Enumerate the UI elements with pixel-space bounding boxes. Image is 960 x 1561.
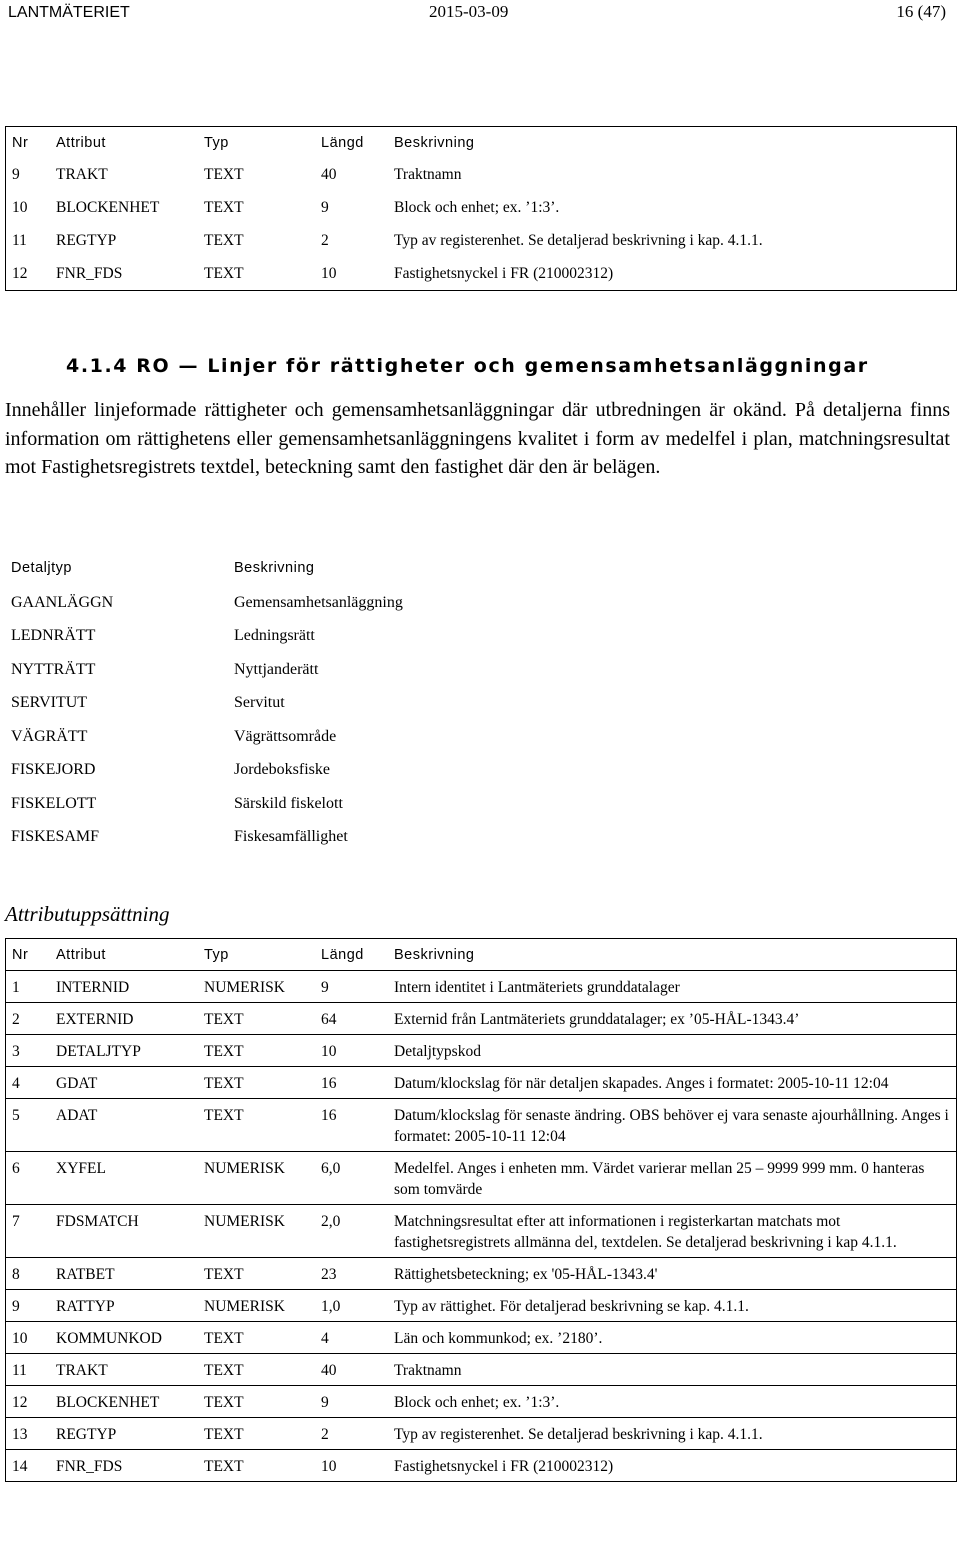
table-cell: NUMERISK: [198, 971, 315, 1003]
column-header: Typ: [198, 939, 315, 971]
table-cell: TEXT: [198, 1003, 315, 1035]
table-cell: Typ av registerenhet. Se detaljerad beskrivning i kap. 4.1.1.: [388, 1418, 957, 1450]
table-cell: Detaljtypskod: [388, 1035, 957, 1067]
table-row: [6, 1290, 957, 1322]
table-cell: Block och enhet; ex. ’1:3’.: [394, 199, 560, 216]
column-header: Beskrivning: [234, 560, 315, 576]
table-cell: TRAKT: [50, 1354, 198, 1386]
table-cell: 9: [315, 1386, 388, 1418]
table-cell: REGTYP: [56, 232, 117, 249]
detail-type-description: Vägrättsområde: [234, 727, 337, 745]
table-cell: REGTYP: [50, 1418, 198, 1450]
column-header: Nr: [6, 127, 51, 159]
table-header-row: [6, 127, 957, 159]
attribute-table: [5, 938, 957, 1482]
table-cell: 11: [6, 1354, 51, 1386]
table-cell: NUMERISK: [198, 1290, 315, 1322]
table-cell: 6: [6, 1152, 51, 1205]
table-cell: FNR_FDS: [50, 1450, 198, 1482]
table-row: [6, 1354, 957, 1386]
table-cell: 2: [321, 232, 329, 249]
table-cell: TEXT: [198, 1354, 315, 1386]
table-cell: INTERNID: [50, 971, 198, 1003]
table-cell: 11: [12, 232, 27, 249]
table-cell: Externid från Lantmäteriets grunddatalager; ex ’05-HÅL-1343.4’: [388, 1003, 957, 1035]
table-cell: 5: [6, 1099, 51, 1152]
table-cell: 2: [6, 1003, 51, 1035]
table-cell: 2,0: [315, 1205, 388, 1258]
section-description: Innehåller linjeformade rättigheter och gemensamhetsanläggningar där utbredningen är okänd. På detaljerna finns information om rättighetens eller gemensamhetsanläggningens kvalitet i form av medelfel i plan, matchningsresultat mot Fastighetsregistrets textdel, beteckning samt den fastighet där den är belägen.: [5, 399, 950, 478]
detail-type-code: GAANLÄGGN: [11, 593, 114, 611]
detail-type-description: Servitut: [234, 694, 285, 711]
table-cell: TEXT: [198, 1386, 315, 1418]
table-cell: ADAT: [50, 1099, 198, 1152]
table-cell: Traktnamn: [394, 166, 462, 183]
table-cell: DETALJTYP: [50, 1035, 198, 1067]
table-row: [6, 191, 957, 224]
table-cell: 8: [6, 1258, 51, 1290]
column-header: Attribut: [50, 939, 198, 971]
table-cell: BLOCKENHET: [50, 1386, 198, 1418]
table-cell: 4: [6, 1067, 51, 1099]
detail-type-description: Nyttjanderätt: [234, 660, 319, 678]
table-cell: Datum/klockslag för när detaljen skapades. Anges i formatet: 2005-10-11 12:04: [388, 1067, 957, 1099]
table-cell: TEXT: [198, 1035, 315, 1067]
table-cell: 64: [315, 1003, 388, 1035]
table-cell: 4: [315, 1322, 388, 1354]
table-cell: TEXT: [198, 1258, 315, 1290]
table-row: [6, 1067, 957, 1099]
table-cell: Fastighetsnyckel i FR (210002312): [388, 1450, 957, 1482]
table-cell: KOMMUNKOD: [50, 1322, 198, 1354]
table-cell: TEXT: [198, 1099, 315, 1152]
table-cell: 12: [6, 257, 51, 291]
table-cell: Matchningsresultat efter att informationen i registerkartan matchats mot fastighetsregistrets allmänna del, textdelen. Se detaljerad beskrivning i kap 4.1.1.: [388, 1205, 957, 1258]
detail-type-code: FISKESAMF: [11, 828, 100, 845]
table-cell: 12: [6, 1386, 51, 1418]
table-cell: 7: [6, 1205, 51, 1258]
table-cell: 9: [315, 971, 388, 1003]
table-cell: Typ av registerenhet. Se detaljerad beskrivning i kap. 4.1.1.: [394, 232, 763, 249]
table-row: [6, 158, 957, 191]
table-row: [6, 971, 957, 1003]
table-cell: Medelfel. Anges i enheten mm. Värdet varierar mellan 25 – 9999 999 mm. 0 hanteras som tomvärde: [388, 1152, 957, 1205]
detail-type-description: Jordeboksfiske: [234, 761, 330, 778]
document-date: 2015-03-09: [429, 2, 509, 21]
section-title: 4.1.4 RO — Linjer för rättigheter och gemensamhetsanläggningar: [66, 355, 869, 377]
table-cell: TEXT: [198, 1322, 315, 1354]
table-cell: FNR_FDS: [50, 257, 198, 291]
table-row: [6, 1418, 957, 1450]
detail-type-code: FISKELOTT: [11, 794, 97, 812]
table-row: [6, 1003, 957, 1035]
table-cell: 6,0: [315, 1152, 388, 1205]
table-cell: GDAT: [50, 1067, 198, 1099]
table-cell: 10: [315, 257, 388, 291]
table-cell: 10: [315, 1035, 388, 1067]
page-number: 16 (47): [896, 2, 946, 21]
table-cell: 1: [6, 971, 51, 1003]
table-cell: TEXT: [204, 166, 244, 183]
table-cell: Traktnamn: [388, 1354, 957, 1386]
table-cell: 40: [321, 166, 337, 183]
table-header-row: [6, 939, 957, 971]
detail-type-description: Ledningsrätt: [234, 627, 315, 644]
table-cell: 40: [315, 1354, 388, 1386]
table-cell: 9: [12, 166, 20, 183]
table-row: [6, 224, 957, 257]
table-row: [6, 1205, 957, 1258]
table-body: [6, 158, 957, 291]
table-cell: EXTERNID: [50, 1003, 198, 1035]
table-cell: 9: [321, 199, 329, 216]
subheading: Attributuppsättning: [5, 902, 170, 926]
detail-type-description: Gemensamhetsanläggning: [234, 593, 403, 611]
table-cell: TEXT: [198, 257, 315, 291]
organization-name: LANTMÄTERIET: [8, 4, 130, 21]
table-cell: Block och enhet; ex. ’1:3’.: [388, 1386, 957, 1418]
table-row: [6, 1099, 957, 1152]
table-cell: RATBET: [50, 1258, 198, 1290]
detail-type-code: LEDNRÄTT: [11, 627, 96, 644]
table-cell: Intern identitet i Lantmäteriets grunddatalager: [388, 971, 957, 1003]
table-cell: 23: [315, 1258, 388, 1290]
detail-type-description: Fiskesamfällighet: [234, 828, 348, 845]
table-cell: TEXT: [198, 1418, 315, 1450]
attribute-table-continued: [5, 126, 957, 291]
table-cell: 16: [315, 1099, 388, 1152]
table-cell: TEXT: [198, 1450, 315, 1482]
column-header: Attribut: [50, 127, 198, 159]
table-cell: 1,0: [315, 1290, 388, 1322]
table-cell: 2: [315, 1418, 388, 1450]
detail-type-code: SERVITUT: [11, 694, 88, 711]
column-header: Beskrivning: [388, 127, 957, 159]
column-header: Detaljtyp: [11, 560, 72, 576]
table-cell: 13: [6, 1418, 51, 1450]
column-header: Typ: [198, 127, 315, 159]
column-header: Längd: [315, 127, 388, 159]
table-cell: 16: [315, 1067, 388, 1099]
table-cell: Rättighetsbeteckning; ex '05-HÅL-1343.4': [388, 1258, 957, 1290]
detail-type-code: NYTTRÄTT: [11, 660, 96, 678]
table-cell: Datum/klockslag för senaste ändring. OBS behöver ej vara senaste ajourhållning. Anges i formatet: 2005-10-11 12:04: [388, 1099, 957, 1152]
table-cell: XYFEL: [50, 1152, 198, 1205]
column-header: Längd: [315, 939, 388, 971]
table-cell: 10: [315, 1450, 388, 1482]
table-row: [6, 1386, 957, 1418]
table-row: [6, 257, 957, 291]
table-cell: 3: [6, 1035, 51, 1067]
column-header: Nr: [6, 939, 51, 971]
column-header: Beskrivning: [388, 939, 957, 971]
page-header: [0, 0, 960, 28]
table-cell: Fastighetsnyckel i FR (210002312): [388, 257, 957, 291]
table-cell: 10: [12, 199, 28, 216]
table-cell: TRAKT: [56, 166, 108, 183]
detail-type-code: VÄGRÄTT: [11, 727, 88, 745]
table-row: [6, 1450, 957, 1482]
table-body: [6, 971, 957, 1482]
table-cell: TEXT: [204, 199, 244, 216]
table-row: [6, 1322, 957, 1354]
detail-type-description: Särskild fiskelott: [234, 794, 343, 812]
table-row: [6, 1152, 957, 1205]
table-cell: FDSMATCH: [50, 1205, 198, 1258]
table-cell: TEXT: [204, 232, 244, 249]
table-cell: NUMERISK: [198, 1152, 315, 1205]
table-cell: 9: [6, 1290, 51, 1322]
table-cell: 10: [6, 1322, 51, 1354]
table-cell: Län och kommunkod; ex. ’2180’.: [388, 1322, 957, 1354]
table-cell: NUMERISK: [198, 1205, 315, 1258]
table-row: [6, 1035, 957, 1067]
detail-type-code: FISKEJORD: [11, 761, 96, 778]
table-cell: Typ av rättighet. För detaljerad beskrivning se kap. 4.1.1.: [388, 1290, 957, 1322]
table-cell: RATTYP: [50, 1290, 198, 1322]
table-cell: TEXT: [198, 1067, 315, 1099]
table-cell: BLOCKENHET: [56, 199, 160, 216]
table-row: [6, 1258, 957, 1290]
table-cell: 14: [6, 1450, 51, 1482]
